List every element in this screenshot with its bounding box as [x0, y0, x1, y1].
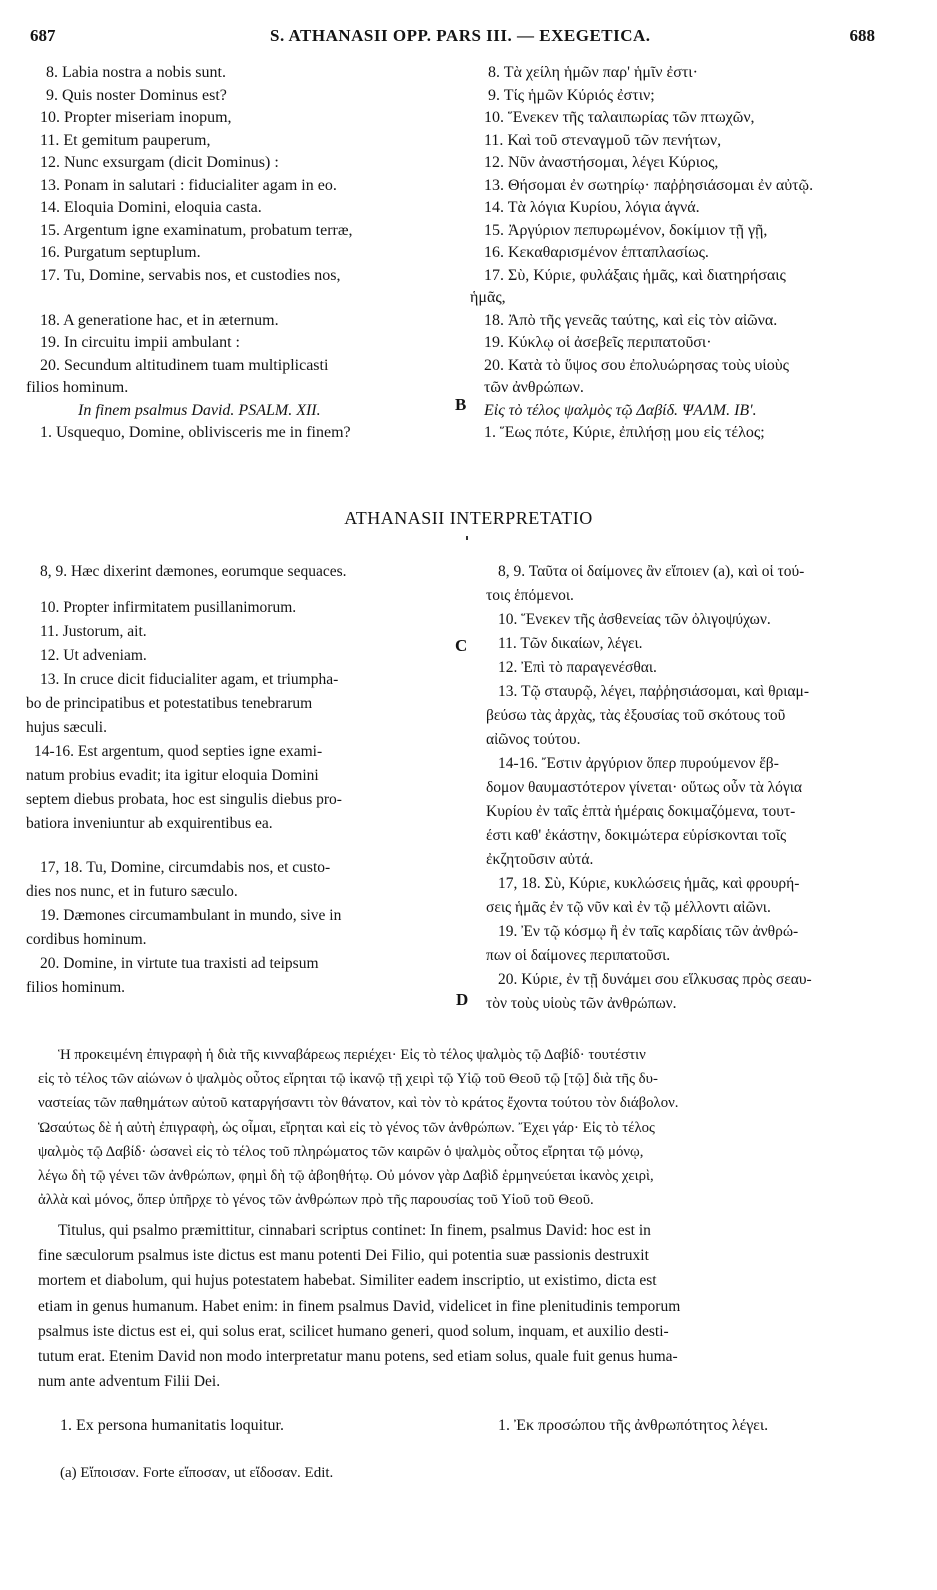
- interp-greek-line: 20. Κύριε, ἐν τῇ δυνάμει σου εἵλκυσας πρὸς σεαυ-: [498, 971, 812, 988]
- interp-latin-line: 17, 18. Tu, Domine, circumdabis nos, et custo-: [40, 859, 331, 876]
- greek-commentary-line: Ὡσαύτως δὲ ἡ αὐτὴ ἐπιγραφὴ, ὡς οἶμαι, εἴρηται καὶ εἰς τὸ γένος τῶν ἀνθρώπων. Ἔχει γάρ· Εἰς τὸ τέλος: [38, 1119, 655, 1136]
- interp-latin-line: bo de principatibus et potestatibus tenebrarum: [26, 695, 313, 712]
- margin-letter-b: B: [455, 395, 467, 414]
- interp-greek-line: Κυρίου ἐν ταῖς ἑπτὰ ἡμέραις δοκιμαζόμενα, τουτ-: [486, 803, 796, 820]
- interp-greek-line: 19. Ἐν τῷ κόσμῳ ἢ ἐν ταῖς καρδίαις τῶν ἀνθρώ-: [498, 923, 799, 940]
- psalm-latin-line: filios hominum.: [26, 379, 129, 396]
- psalm-greek-line: 15. Ἀργύριον πεπυρωμένον, δοκίμιον τῇ γῇ,: [484, 221, 768, 239]
- interp-greek-line: 10. Ἕνεκεν τῆς ἀσθενείας τῶν ὀλιγοψύχων.: [498, 611, 771, 628]
- psalm-latin-line: 13. Ponam in salutari : fiducialiter agam in eo.: [40, 176, 337, 194]
- margin-letter-d: D: [456, 990, 469, 1009]
- interp-greek-line: αἰῶνος τούτου.: [486, 731, 581, 748]
- latin-commentary-line: psalmus iste dictus est ei, qui solus erat, scilicet humano generi, quod solum, inquam, et auxilio desti-: [38, 1322, 669, 1340]
- interp-greek-line: έστι καθ' ἑκάστην, δοκιμώτερα εὑρίσκονται τοῖς: [486, 827, 787, 844]
- greek-commentary-line: ψαλμὸς τῷ Δαβίδ· ὡσανεὶ εἰς τὸ τέλος τοῦ πληρώματος τῶν καιρῶν ὁ ψαλμὸς οὗτος εἴρηται τῷ μόνῳ,: [38, 1143, 644, 1160]
- greek-commentary-line: ἀλλὰ καὶ μόνος, ὅπερ ὑπῆρχε τὸ γένος τῶν ἀνθρώπων πρὸ τῆς παρουσίας τοῦ Υἱοῦ τοῦ Θεοῦ.: [38, 1192, 594, 1209]
- greek-commentary-line: εἰς τὸ τέλος τῶν αἰώνων ὁ ψαλμὸς οὗτος εἴρηται τῷ ἱκανῷ τῇ χειρὶ τῷ Υἱῷ τοῦ Θεοῦ τῷ [τῷ] διὰ τῆς δυ-: [38, 1071, 658, 1088]
- interp-latin-line: 13. In cruce dicit fiducialiter agam, et triumpha-: [40, 671, 339, 688]
- interp-latin-line: batiora inveniuntur ab exquirentibus ea.: [26, 815, 273, 832]
- page-number-right: 688: [849, 26, 875, 45]
- interpretation-latin-column: [26, 560, 466, 1000]
- psalm-latin-line: 18. A generatione hac, et in æternum.: [40, 311, 279, 329]
- interp-greek-line: 11. Τῶν δικαίων, λέγει.: [498, 635, 643, 652]
- psalm-latin-line: 17. Tu, Domine, servabis nos, et custodies nos,: [40, 266, 341, 284]
- greek-commentary-line: ναστείας τῶν παθημάτων αὐτοῦ καταργήσαντι τὸν θάνατον, καὶ τὸν τὸ κράτος ἔχοντα τούτου τὸν διάβολον.: [38, 1095, 679, 1112]
- interp-latin-line: 19. Dæmones circumambulant in mundo, sive in: [40, 907, 342, 924]
- column-rule-mark: [466, 536, 468, 540]
- interp-latin-line: dies nos nunc, et in futuro sæculo.: [26, 883, 238, 900]
- interp-greek-line: ἐκζητοῦσιν αὐτά.: [486, 851, 594, 868]
- interp-greek-line: δομον θαυμαστότερον γίνεται· οὕτως οὖν τὰ λόγια: [486, 779, 802, 796]
- interp-latin-line: 8, 9. Hæc dixerint dæmones, eorumque sequaces.: [40, 563, 347, 580]
- psalm-greek-line: 14. Τὰ λόγια Κυρίου, λόγια ἁγνά.: [484, 199, 700, 216]
- psalm-greek-line: 12. Νῦν ἀναστήσομαι, λέγει Κύριος,: [484, 154, 719, 171]
- greek-commentary: [38, 1043, 918, 1212]
- interp-greek-line: 13. Τῷ σταυρῷ, λέγει, παῤῥησιάσομαι, καὶ θριαμ-: [498, 683, 810, 700]
- psalm-greek-line: 9. Τίς ἡμῶν Κύριός ἐστιν;: [488, 86, 655, 104]
- psalm-latin-line: 20. Secundum altitudinem tuam multiplicasti: [40, 356, 329, 374]
- psalm-latin-line: 12. Nunc exsurgam (dicit Dominus) :: [40, 154, 279, 171]
- psalm-greek-line: 17. Σὺ, Κύριε, φυλάξαις ἡμᾶς, καὶ διατηρήσαις: [484, 266, 786, 284]
- psalm-greek-line: 1. Ἕως πότε, Κύριε, ἐπιλήσῃ μου εἰς τέλος;: [484, 424, 765, 441]
- latin-commentary-line: fine sæculorum psalmus iste dictus est manu potenti Dei Filio, qui potentia suæ passionis destruxit: [38, 1247, 649, 1265]
- interp-greek-line: 12. Ἐπὶ τὸ παραγενέσθαι.: [498, 659, 657, 676]
- interp-latin-line: 11. Justorum, ait.: [40, 623, 147, 640]
- psalm-latin-column: [26, 62, 466, 445]
- psalm-greek-line: 13. Θήσομαι ἐν σωτηρίῳ· παῤῥησιάσομαι ἐν αὐτῷ.: [484, 176, 814, 194]
- interp-greek-line: σεις ἡμᾶς ἐν τῷ νῦν καὶ ἐν τῷ μέλλοντι αἰῶνι.: [486, 899, 771, 916]
- interp-latin-line: 10. Propter infirmitatem pusillanimorum.: [40, 599, 297, 616]
- greek-commentary-line: λέγω δὴ τῷ γένει τῶν ἀνθρώπων, φημὶ δὴ τῷ ἀβοηθήτῳ. Οὐ μόνον γὰρ Δαβὶδ ἑρμηνεύεται ἱκανὸς χειρὶ,: [38, 1167, 654, 1184]
- interp-greek-line: τοις ἑπόμενοι.: [486, 587, 574, 604]
- interp-latin-line: 12. Ut adveniam.: [40, 647, 147, 664]
- psalm-greek-line: 16. Κεκαθαρισμένον ἑπταπλασίως.: [484, 244, 709, 261]
- psalm-greek-line: 18. Ἀπὸ τῆς γενεᾶς ταύτης, καὶ εἰς τὸν αἰῶνα.: [484, 311, 778, 329]
- psalm-latin-line: 8. Labia nostra a nobis sunt.: [46, 64, 226, 81]
- interp-latin-line: cordibus hominum.: [26, 931, 147, 948]
- interp-latin-line: natum probius evadit; ita igitur eloquia Domini: [26, 767, 319, 784]
- section-title: ATHANASII INTERPRETATIO: [344, 508, 593, 528]
- footnote: (a) Εἴποισαν. Forte εἴποσαν, ut εἴδοσαν. Edit.: [60, 1465, 334, 1481]
- psalm-title-greek: Εἰς τὸ τέλος ψαλμὸς τῷ Δαβίδ. ΨΑΛΜ. ΙΒ'.: [484, 401, 757, 419]
- psalm-latin-line: 16. Purgatum septuplum.: [40, 244, 201, 261]
- psalm-latin-line: 10. Propter miseriam inopum,: [40, 109, 232, 126]
- latin-commentary: [38, 1218, 918, 1394]
- interp-greek-line: τὸν τοὺς υἱοὺς τῶν ἀνθρώπων.: [486, 995, 677, 1012]
- next-verse-latin: 1. Ex persona humanitatis loquitur.: [60, 1417, 284, 1434]
- interp-latin-spacer: [26, 584, 466, 596]
- page-number-left: 687: [30, 26, 56, 45]
- psalm-greek-line: 20. Κατὰ τὸ ὕψος σου ἐπολυώρησας τοὺς υἱοὺς: [484, 356, 789, 374]
- interp-latin-line: septem diebus probata, hoc est singulis diebus pro-: [26, 791, 342, 808]
- psalm-latin-line: 14. Eloquia Domini, eloquia casta.: [40, 199, 262, 216]
- latin-commentary-line: Titulus, qui psalmo præmittitur, cinnabari scriptus continet: In finem, psalmus David: hoc est in: [58, 1222, 651, 1239]
- interp-greek-line: 17, 18. Σὺ, Κύριε, κυκλώσεις ἡμᾶς, καὶ φρουρή-: [498, 875, 800, 892]
- psalm-latin-line: 9. Quis noster Dominus est?: [46, 86, 227, 104]
- interp-latin-line: hujus sæculi.: [26, 719, 107, 736]
- interp-latin-line: filios hominum.: [26, 979, 126, 996]
- interp-greek-line: πων οἱ δαίμονες περιπατοῦσι.: [486, 947, 671, 964]
- psalm-latin-line: 1. Usquequo, Domine, oblivisceris me in finem?: [40, 424, 351, 441]
- psalm-greek-line: τῶν ἀνθρώπων.: [484, 379, 584, 396]
- interp-greek-line: 8, 9. Ταῦτα οἱ δαίμονες ἂν εἴποιεν (a), καὶ οἱ τού-: [498, 563, 805, 580]
- psalm-greek-line: ἡμᾶς,: [470, 289, 506, 306]
- interpretation-greek-column: [486, 560, 916, 1016]
- margin-letter-c: C: [455, 636, 468, 655]
- latin-commentary-line: etiam in genus humanum. Habet enim: in finem psalmus David, videlicet in fine plenitudinis temporum: [38, 1297, 681, 1315]
- running-header: [30, 26, 875, 50]
- psalm-latin-line: 19. In circuitu impii ambulant :: [40, 334, 240, 351]
- latin-commentary-line: mortem et diabolum, qui hujus potestatem habebat. Similiter eadem inscriptio, ut existimo, dicta est: [38, 1272, 657, 1290]
- next-verse-greek: 1. Ἐκ προσώπου τῆς ἀνθρωπότητος λέγει.: [498, 1417, 769, 1434]
- psalm-greek-column: [470, 62, 910, 445]
- psalm-greek-line: 19. Κύκλῳ οἱ ἀσεβεῖς περιπατοῦσι·: [484, 334, 712, 351]
- interp-latin-spacer: [26, 836, 466, 856]
- interp-greek-line: βεύσω τὰς ἀρχὰς, τὰς ἐξουσίας τοῦ σκότους τοῦ: [486, 707, 786, 724]
- interp-latin-line: 20. Domine, in virtute tua traxisti ad teipsum: [40, 955, 319, 972]
- psalm-greek-line: 8. Τὰ χείλη ἡμῶν παρ' ἡμῖν ἐστι·: [488, 64, 698, 81]
- psalm-latin-line: 11. Et gemitum pauperum,: [40, 131, 211, 149]
- interp-greek-line: 14-16. Ἔστιν ἀργύριον ὅπερ πυρούμενον ἕβ-: [498, 755, 779, 772]
- psalm-title-latin: In finem psalmus David. PSALM. XII.: [78, 401, 321, 419]
- latin-commentary-line: tutum erat. Etenim David non modo interpretatur manu potens, sed etiam solus, quale fuit genus huma-: [38, 1347, 678, 1365]
- running-title: S. ATHANASII OPP. PARS III. — EXEGETICA.: [270, 26, 651, 45]
- psalm-latin-line: [26, 287, 466, 310]
- interp-latin-line: 14-16. Est argentum, quod septies igne exami-: [34, 743, 323, 760]
- latin-commentary-line: num ante adventum Filii Dei.: [38, 1373, 221, 1391]
- greek-commentary-line: Ἡ προκειμένη ἐπιγραφὴ ἡ διὰ τῆς κινναβάρεως περιέχει· Εἰς τὸ τέλος ψαλμὸς τῷ Δαβίδ· τουτέστιν: [58, 1047, 646, 1063]
- psalm-latin-line: 15. Argentum igne examinatum, probatum terræ,: [40, 221, 353, 239]
- psalm-greek-line: 10. Ἕνεκεν τῆς ταλαιπωρίας τῶν πτωχῶν,: [484, 109, 755, 126]
- psalm-greek-line: 11. Καὶ τοῦ στεναγμοῦ τῶν πενήτων,: [484, 131, 722, 149]
